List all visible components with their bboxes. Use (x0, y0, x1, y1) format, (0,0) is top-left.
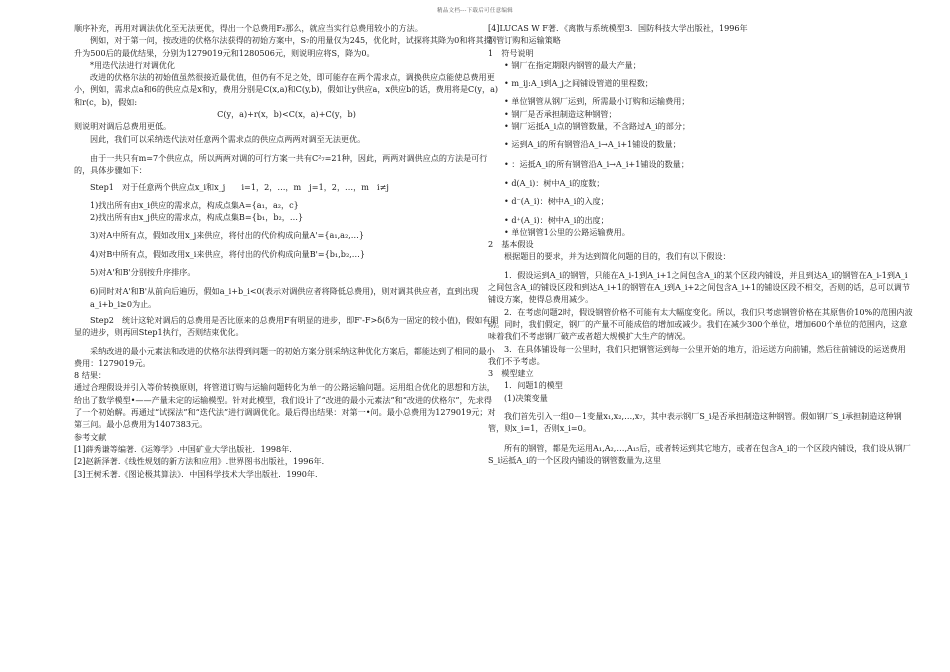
subsection-heading: 1．问题1的模型 (504, 380, 563, 391)
section-heading: 2 基本假设 (488, 239, 534, 250)
section-title: 钢管订购和运输策略 (488, 35, 561, 46)
step-item: 1)找出所有由x_i供应的需求点，构成点集A={a₁，a₂，c} (90, 199, 299, 210)
paragraph: 3．在具体铺设每一公里时，我们只把钢管运到每一公里开始的地方，沿运送方向前铺，然后往前铺设的运送费用我们不予考虑。 (488, 343, 906, 366)
step-item: 5)对A'和B'分别按升序排序。 (90, 267, 196, 278)
section-heading: 8 结果： (74, 370, 107, 381)
formula: C(y，a)+r(x，b)<C(x，a)+C(y，b) (217, 109, 356, 120)
left-column (74, 22, 499, 480)
paragraph: 改进的伏格尔法的初始值虽然很接近最优值，但仍有不足之处，即可能存在两个需求点，调换供应点能使总费用更小，例如，需求点a和6的供应点是x和y，费用分别是C(x,a)和C(y,b)，假如让y供应a，x供应b的话，费用将是C(y，a)和r(c，b)，假如: (74, 72, 499, 107)
reference: [3]王树禾著.《图论极其算法》．中国科学技术大学出版社．1990年． (74, 468, 324, 479)
paragraph: 则说明对调后总费用更低。 (74, 121, 172, 132)
paragraph: 顺序补充，再用对调法优化至无法更优，得出一个总费用F₂那么，就应当实行总费用较小的方法。 (74, 23, 423, 33)
section-heading: 3 模型建立 (488, 368, 534, 379)
right-column (488, 22, 913, 470)
paragraph: 由于一共只有m=7个供应点，所以两两对调的可行方案一共有C²₇=21种，因此，两两对调供应点的方法是可行的，具体步骤如下： (74, 152, 488, 176)
paragraph: 我们首先引入一组0－1变量x₁,x₂,…,x₇，其中表示钢厂S_i是否承担制造这种钢管。假如钢厂S_i承担制造这种钢管，则x_i=1，否则x_i=0。 (488, 411, 902, 434)
reference: [2]赵新泽著.《线性规划的新方法和应用》.世界图书出版社，1996年． (74, 456, 330, 467)
paragraph: 所有的钢管，都是先运用A₁,A₂,…,A₁₅后，或者转运到其它地方，或者在包含A_i的一个区段内铺设，我们设从钢厂S_i运抵A_i的一个区段内铺设的钢管数量为,这里 (488, 442, 911, 465)
symbol-item: • m_ij:A_i到A_j之间铺设管道的里程数； (504, 78, 653, 89)
symbol-item: • 单位钢管1公里的公路运输费用。 (504, 226, 630, 237)
section-heading: 1 符号说明 (488, 47, 534, 58)
symbol-item: • d(A_i)：树中A_i的度数； (504, 177, 605, 188)
step-item: 4)对B中所有点，假如改用x_i来供应，将付出的代价构成向量B'={b₁,b₂,…} (90, 248, 366, 259)
symbol-item: • 钢厂在指定期限内钢管的最大产量； (504, 59, 641, 70)
page-header: 精品文档---下载后可任意编辑 (436, 8, 514, 14)
paragraph: 因此，我们可以采纳迭代法对任意两个需求点的供应点两两对调至无法更优。 (90, 133, 366, 144)
symbol-item: • 运到A_i的所有钢管沿A_i→A_i+1铺设的数量； (504, 139, 681, 150)
paragraph: 例如，对于第一问，按改进的伏格尔法获得的初始方案中，S₇的用量仅为245，优化时，试探将其降为0和将其提升为500后的最优结果，分别为1279019元和1280506元，则说明应将S，降为0。 (74, 35, 492, 58)
section-heading: *用迭代法进行对调优化 (90, 59, 175, 70)
symbol-item: • d⁻(A_i)：树中A_i的入度； (504, 196, 609, 207)
step-item: 6)同时对A'和B'从前向后遍历，假如a_i+b_i<0(表示对调供应者将降低总费用)，则对调其供应者，直到出现a_i+b_i≥0为止。 (90, 286, 479, 309)
symbol-item: • ：运抵A_i的所有钢管沿A_i→A_i+1铺设的数量； (504, 158, 689, 169)
paragraph: 通过合理假设并引入等价转换原则，将管道订购与运输问题转化为单一的公路运输问题。运用组合优化的思想和方法，给出了数学模型•——产量未定的运输模型。针对此模型，我们设计了“改进的最小元素法”和“改进的伏格尔”，先求得了一个初始解。再通过“试探法”和“迭代法”进行调调优化。最后得出结果：对第一•问。最小总费用为1279019元；对第三问。最小总费用为1407383元。 (74, 382, 496, 430)
step: Step2 统计这轮对调后的总费用是否比原来的总费用F有明显的进步，即F'-F>δ(δ为一固定的较小值)，假如有明显的进步，则再回Step1执行，否则结束优化。 (74, 314, 499, 338)
reference: [1]薛秀谦等编著.《运筹学》.中国矿业大学出版社．1998年． (74, 443, 298, 454)
reference: [4]LUCAS W F著．《离散与系统模型3．国防科技大学出版社，1996年 (488, 23, 748, 33)
paragraph: 根据题目的要求，并为达到简化问题的目的，我们有以下假设： (504, 251, 731, 262)
symbol-item: • d⁺(A_i)：树中A_i的出度； (504, 214, 609, 225)
subsection-heading: (1)决策变量 (504, 392, 548, 403)
symbol-item: • 单位钢管从钢厂运到，所需最小订购和运输费用； (504, 96, 690, 107)
symbol-item: • 钢厂运抵A_i点的钢管数量，不含路过A_i的部分； (504, 121, 691, 132)
paragraph: 1．假设运到A_i的钢管，只能在A_i-1到A_i+1之间包含A_i的某个区段内铺设，并且到达A_i的钢管在A_i-1到A_i之间包含A_i的铺设区段和到达A_i+1的钢管在A_i到A_i+2之间包含A_i+1的铺设区段不相交，否则的话，总可以调节铺设方案，使得总费用减少。 (488, 269, 910, 305)
step-item: 3)对A中所有点，假如改用x_j来供应，将付出的代价构成向量A'={a₁,a₂,…} (90, 230, 365, 241)
symbol-item: • 钢厂是否承担制造这种钢管； (504, 108, 617, 119)
step: Step1 对于任意两个供应点x_i和x_j i=1，2，…，m j=1，2，…，m i≠j (90, 181, 389, 192)
paragraph: 2．在考虑问题2时，假设钢管价格不可能有太大幅度变化。所以，我们只考虑钢管价格在其原售价10%的范围内波动。同时，我们假定，钢厂的产量不可能成倍的增加或减少。我们在减少300个单位，增加600个单位的范围内，这意味着我们不考虑钢厂破产或者超大规模扩大生产的情况。 (488, 306, 913, 342)
paragraph: 采纳改进的最小元素法和改进的伏格尔法得到问题一的初始方案分别采纳这种优化方案后，都能达到了相同的最小费用：1279019元。 (74, 345, 495, 368)
section-heading: 参考文献 (74, 431, 107, 442)
step-item: 2)找出所有由x_j供应的需求点，构成点集B={b₁，b₂，…} (90, 212, 304, 223)
